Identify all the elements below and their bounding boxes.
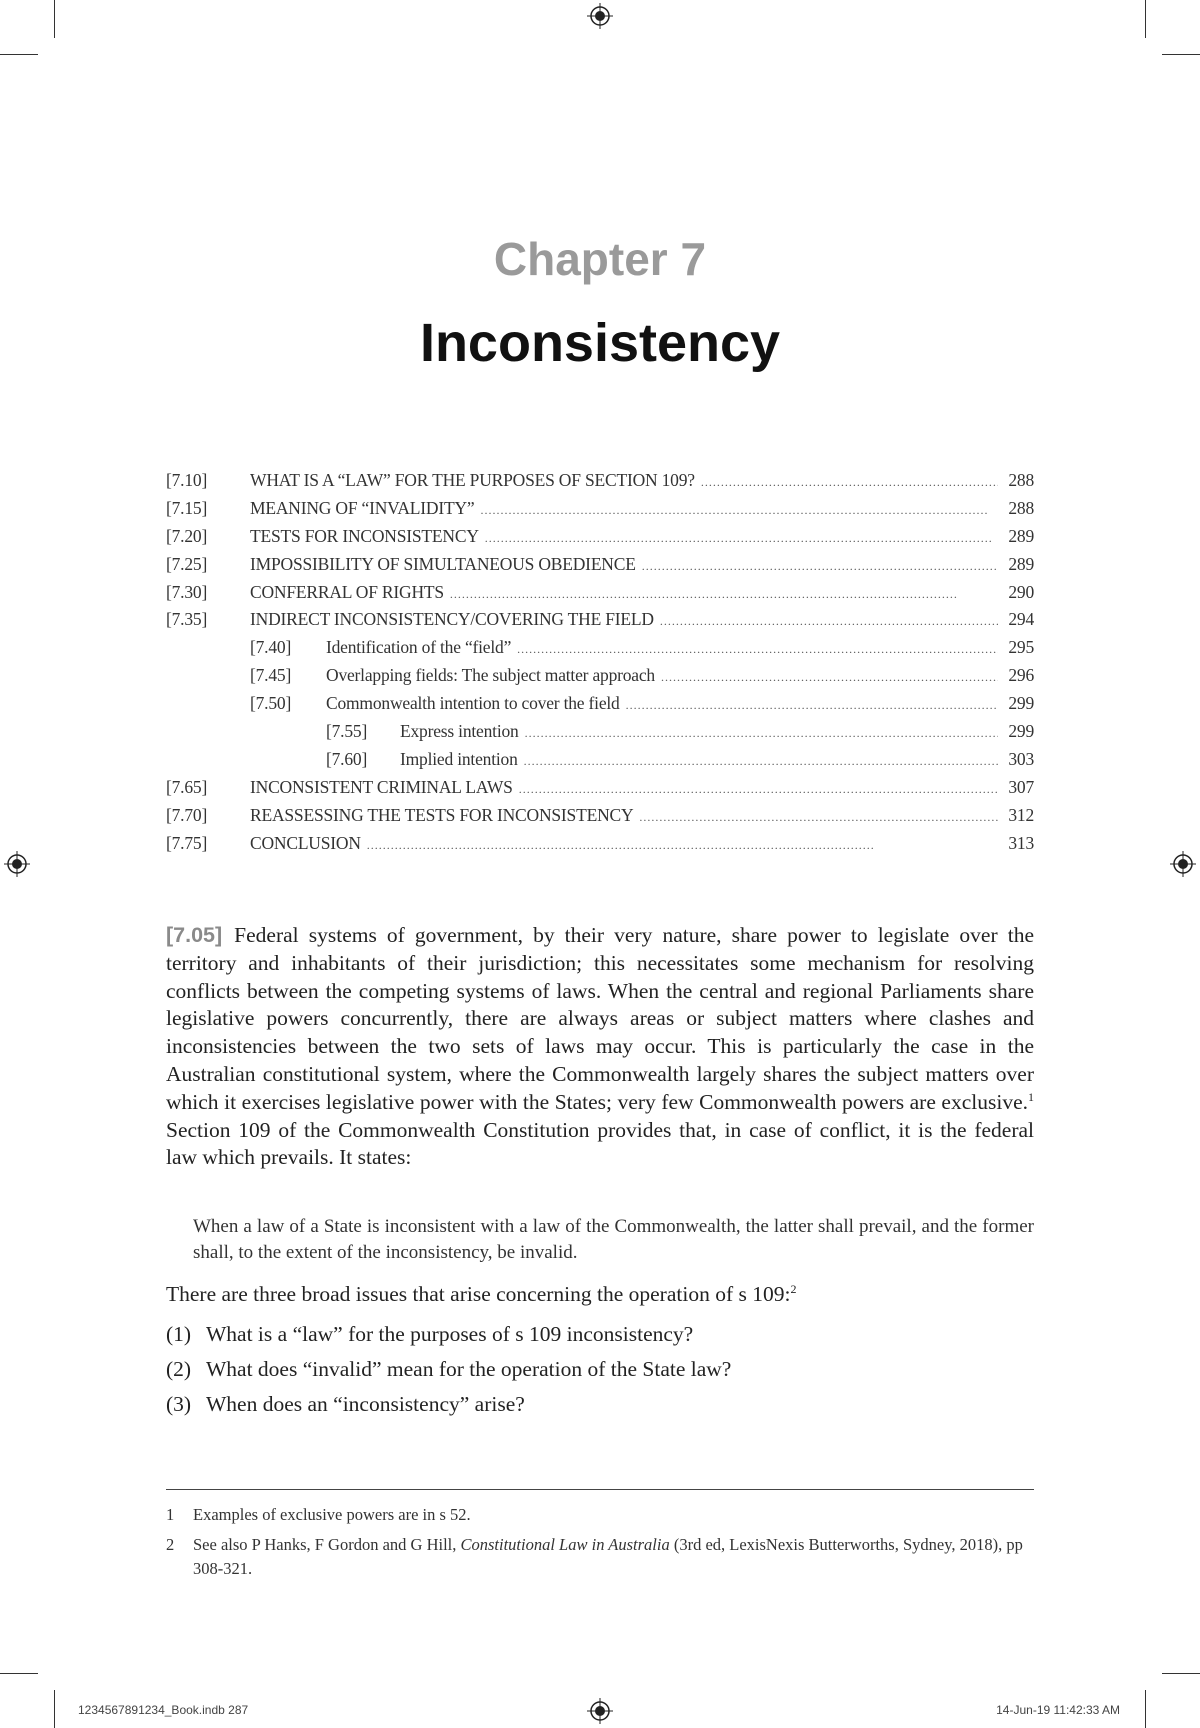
block-quote: When a law of a State is inconsistent with a law of the Commonwealth, the latter shall prevail, and the former shall, to the extent of the inconsistency, be invalid. bbox=[193, 1216, 1034, 1263]
registration-mark-icon bbox=[4, 851, 30, 877]
crop-mark bbox=[0, 1673, 38, 1674]
toc-entry-title: Implied intention bbox=[400, 748, 518, 769]
toc-entry-title: INCONSISTENT CRIMINAL LAWS bbox=[250, 776, 513, 797]
intro-text: There are three broad issues that arise concerning the operation of s 109: bbox=[166, 1282, 791, 1306]
footnote-text-part: (3rd ed, LexisNexis Butterworths, Sydney, 2018), pp 308-321. bbox=[193, 1535, 1023, 1578]
footnote bbox=[166, 1533, 1034, 1581]
toc-entry-number: [7.65] bbox=[166, 776, 208, 797]
question-item bbox=[166, 1392, 1034, 1427]
toc-entry-page: 288 bbox=[1008, 497, 1034, 518]
toc-leader-dots bbox=[485, 531, 998, 546]
toc-entry-page: 303 bbox=[1008, 748, 1034, 769]
toc-entry-title: Overlapping fields: The subject matter approach bbox=[326, 665, 655, 686]
crop-mark bbox=[1162, 54, 1200, 55]
body-paragraph bbox=[166, 922, 1034, 1172]
chapter-title: Inconsistency bbox=[419, 313, 781, 373]
toc-leader-dots bbox=[519, 782, 998, 797]
toc-entry-number: [7.25] bbox=[166, 553, 208, 574]
toc-entry-page: 313 bbox=[1008, 832, 1034, 853]
toc-entry-number: [7.70] bbox=[166, 804, 208, 825]
toc-entry-page: 296 bbox=[1008, 665, 1034, 686]
toc-entry-page: 289 bbox=[1008, 553, 1034, 574]
toc-entry-page: 299 bbox=[1008, 693, 1034, 714]
crop-mark bbox=[1145, 1690, 1146, 1728]
toc-entry-number: [7.60] bbox=[326, 748, 368, 769]
toc-entry[interactable] bbox=[166, 470, 1034, 498]
question-number: (2) bbox=[166, 1357, 192, 1381]
toc-entry-number: [7.50] bbox=[250, 693, 292, 714]
question-number: (3) bbox=[166, 1392, 192, 1416]
crop-mark bbox=[54, 0, 55, 38]
toc-entry-page: 307 bbox=[1008, 776, 1034, 797]
question-list bbox=[166, 1322, 1034, 1427]
toc-entry-page: 294 bbox=[1008, 609, 1034, 630]
footnote-number: 2 bbox=[166, 1535, 175, 1554]
toc-entry[interactable] bbox=[166, 693, 1034, 721]
toc-entry-number: [7.35] bbox=[166, 609, 208, 630]
registration-mark-icon bbox=[587, 3, 613, 29]
toc-entry[interactable] bbox=[166, 805, 1034, 833]
toc-entry-number: [7.45] bbox=[250, 665, 292, 686]
toc-entry-number: [7.30] bbox=[166, 581, 208, 602]
toc-entry-title: REASSESSING THE TESTS FOR INCONSISTENCY bbox=[250, 804, 634, 825]
toc-entry-title: TESTS FOR INCONSISTENCY bbox=[250, 525, 479, 546]
footnote bbox=[166, 1503, 1034, 1527]
crop-mark bbox=[54, 1690, 55, 1728]
toc-entry-title: INDIRECT INCONSISTENCY/COVERING THE FIELD bbox=[250, 609, 654, 630]
footnote-text: Examples of exclusive powers are in s 52. bbox=[193, 1505, 471, 1524]
toc-entry-title: CONFERRAL OF RIGHTS bbox=[250, 581, 444, 602]
toc-entry-number: [7.55] bbox=[326, 721, 368, 742]
toc-entry-title: IMPOSSIBILITY OF SIMULTANEOUS OBEDIENCE bbox=[250, 553, 636, 574]
toc-entry-title: WHAT IS A “LAW” FOR THE PURPOSES OF SECTION 109? bbox=[250, 470, 695, 490]
footnote-text-part: See also P Hanks, F Gordon and G Hill, bbox=[193, 1535, 461, 1554]
toc-entry[interactable] bbox=[166, 637, 1034, 665]
toc-leader-dots bbox=[660, 614, 998, 629]
cited-work-title: Constitutional Law in Australia bbox=[460, 1535, 670, 1554]
footnote-text bbox=[193, 1533, 1034, 1581]
footnote-ref[interactable]: 2 bbox=[790, 1281, 797, 1296]
toc-entry-number: [7.40] bbox=[250, 637, 292, 658]
chapter-label: Chapter 7 bbox=[493, 233, 707, 285]
toc-entry[interactable] bbox=[166, 554, 1034, 582]
question-text: When does an “inconsistency” arise? bbox=[206, 1392, 525, 1416]
toc-entry[interactable] bbox=[166, 526, 1034, 554]
registration-mark-icon bbox=[1170, 851, 1196, 877]
toc-entry-page: 289 bbox=[1008, 525, 1034, 546]
toc-entry[interactable] bbox=[166, 721, 1034, 749]
crop-mark bbox=[0, 54, 38, 55]
toc-leader-dots bbox=[661, 670, 998, 685]
toc-leader-dots bbox=[639, 810, 998, 825]
slug-file-info: 1234567891234_Book.indb 287 bbox=[78, 1703, 249, 1717]
toc-entry-title: MEANING OF “INVALIDITY” bbox=[250, 497, 475, 518]
toc-leader-dots bbox=[367, 838, 998, 853]
toc-entry-number: [7.15] bbox=[166, 497, 208, 518]
toc-entry-page: 312 bbox=[1008, 804, 1034, 825]
toc-entry-page: 290 bbox=[1008, 581, 1034, 602]
toc-entry[interactable] bbox=[166, 665, 1034, 693]
toc-entry-title: Express intention bbox=[400, 721, 519, 742]
toc-entry[interactable] bbox=[166, 833, 1034, 861]
paragraph-text: Federal systems of government, by their very nature, share power to legislate over the territory and inhabitants of their jurisdiction; this necessitates some mechanism for resolving conflicts between the competing systems of laws. When the central and regional Parliaments share legislative powers concurrently, there are always areas or subject matters where clashes and inconsistencies between the two sets of laws may occur. This is particularly the case in the Australian constitutional system, where the Commonwealth largely shares the subject matters over which it exercises legislative power with the States; very few Commonwealth powers are exclusive. bbox=[166, 923, 1034, 1114]
question-text: What is a “law” for the purposes of s 109 inconsistency? bbox=[206, 1322, 694, 1346]
toc-leader-dots bbox=[642, 559, 998, 574]
toc-entry-page: 299 bbox=[1008, 721, 1034, 742]
slug-timestamp: 14-Jun-19 11:42:33 AM bbox=[996, 1703, 1120, 1717]
registration-mark-icon bbox=[587, 1698, 613, 1724]
question-item bbox=[166, 1357, 1034, 1392]
toc-leader-dots bbox=[525, 726, 998, 741]
paragraph-ref: [7.05] bbox=[166, 923, 223, 947]
toc-entry[interactable] bbox=[166, 609, 1034, 637]
paragraph-text: Section 109 of the Commonwealth Constitution provides that, in case of conflict, it is the federal law which prevails. It states: bbox=[166, 1117, 1034, 1170]
footnote-ref[interactable]: 1 bbox=[1028, 1089, 1034, 1104]
toc-entry-number: [7.10] bbox=[166, 470, 208, 490]
toc-entry-number: [7.75] bbox=[166, 832, 208, 853]
toc-entry-page: 288 bbox=[1008, 470, 1034, 490]
toc-entry[interactable] bbox=[166, 582, 1034, 610]
toc-entry-number: [7.20] bbox=[166, 525, 208, 546]
crop-mark bbox=[1145, 0, 1146, 38]
toc-entry[interactable] bbox=[166, 749, 1034, 777]
question-number: (1) bbox=[166, 1322, 192, 1346]
toc-leader-dots bbox=[517, 642, 998, 657]
toc-entry-title: Commonwealth intention to cover the field bbox=[326, 693, 620, 714]
question-text: What does “invalid” mean for the operation of the State law? bbox=[206, 1357, 732, 1381]
toc-entry-title: CONCLUSION bbox=[250, 832, 361, 853]
question-item bbox=[166, 1322, 1034, 1357]
footnotes bbox=[166, 1503, 1034, 1587]
footnote-divider bbox=[166, 1489, 1034, 1490]
toc-leader-dots bbox=[450, 587, 998, 602]
toc-leader-dots bbox=[701, 475, 998, 490]
crop-mark bbox=[1162, 1673, 1200, 1674]
toc-entry-title: Identification of the “field” bbox=[326, 637, 512, 658]
toc-leader-dots bbox=[626, 698, 998, 713]
toc-entry[interactable] bbox=[166, 777, 1034, 805]
toc-entry-page: 295 bbox=[1008, 637, 1034, 658]
toc-leader-dots bbox=[524, 754, 998, 769]
intro-sentence bbox=[166, 1281, 1034, 1309]
table-of-contents bbox=[166, 470, 1034, 860]
toc-leader-dots bbox=[480, 503, 998, 518]
footnote-number: 1 bbox=[166, 1505, 175, 1524]
toc-entry[interactable] bbox=[166, 498, 1034, 526]
